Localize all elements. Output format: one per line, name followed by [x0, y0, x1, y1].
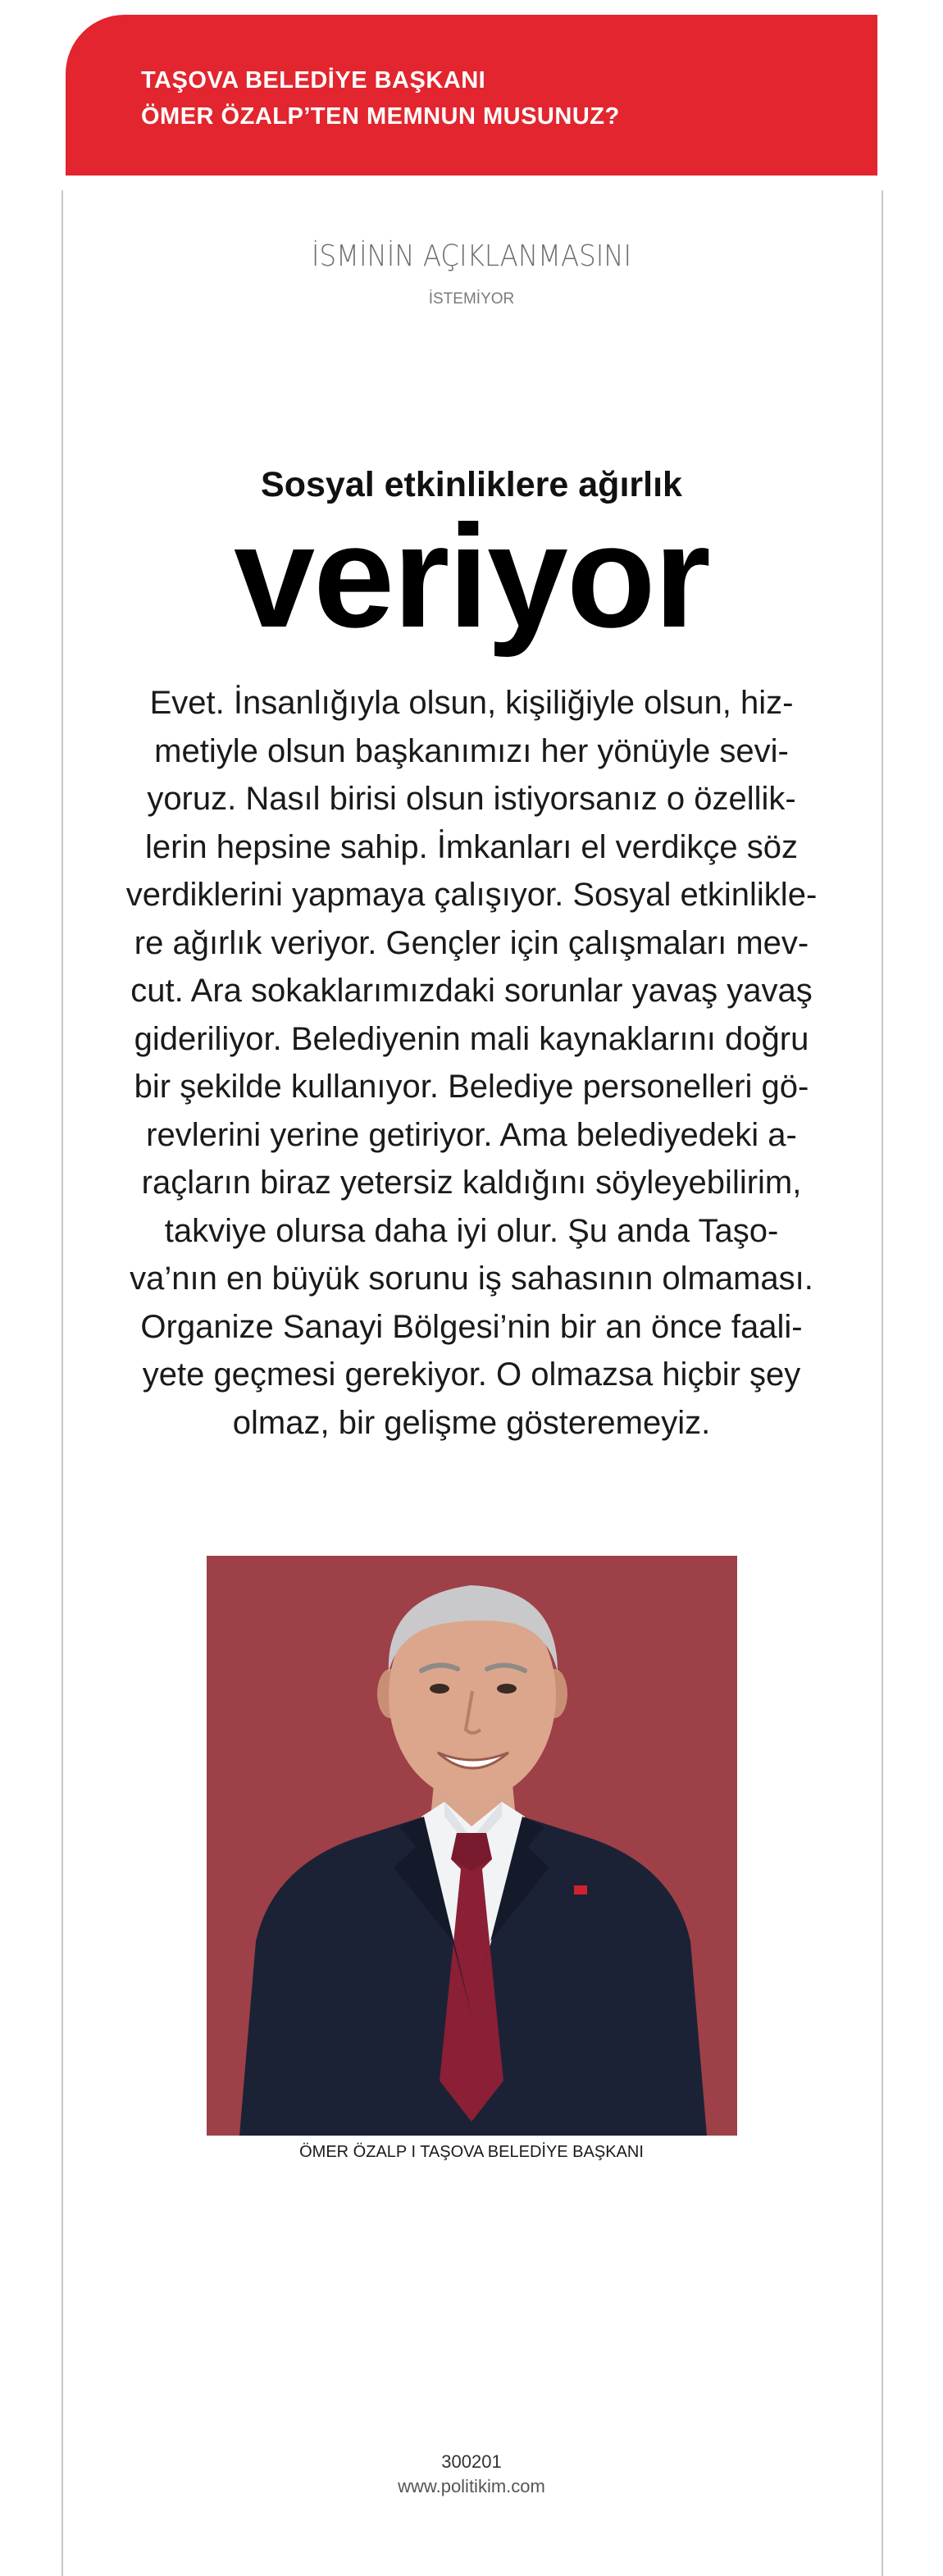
body-line: yete geçmesi gerekiyor. O olmazsa hiçbir şey [142, 1356, 801, 1393]
body-line: gideriliyor. Belediyenin mali kaynaklarını doğru [134, 1020, 809, 1057]
body-line: Evet. İnsanlığıyla olsun, kişiliğiyle olsun, hiz- [149, 685, 794, 721]
body-line: verdiklerini yapmaya çalışıyor. Sosyal etkinlikle- [125, 877, 818, 913]
header-title-line-1: TAŞOVA BELEDİYE BAŞKANI [141, 67, 486, 93]
mayor-portrait-photo [207, 1556, 737, 2136]
body-line: metiyle olsun başkanımızı her yönüyle sevi- [154, 732, 789, 769]
photo-caption: ÖMER ÖZALP I TAŞOVA BELEDİYE BAŞKANI [299, 2143, 644, 2161]
body-line: cut. Ara sokaklarımızdaki sorunlar yavaş yavaş [130, 973, 813, 1009]
respondent-name: İSMİNİN AÇIKLANMASINI [311, 239, 632, 273]
body-line: olmaz, bir gelişme gösteremeyiz. [232, 1404, 711, 1441]
body-line: bir şekilde kullanıyor. Belediye personelleri gö- [134, 1069, 809, 1105]
footer-website: www.politikim.com [398, 2476, 545, 2496]
body-line: lerin hepsine sahip. İmkanları el verdikçe söz [145, 828, 798, 865]
body-line: revlerini yerine getiriyor. Ama belediyedeki a- [146, 1116, 797, 1153]
body-line: takviye olursa daha iyi olur. Şu anda Taşo- [164, 1212, 779, 1249]
header-banner [66, 15, 877, 176]
headline-kicker: Sosyal etkinliklere ağırlık [261, 465, 682, 504]
body-line: yoruz. Nasıl birisi olsun istiyorsanız o özellik- [147, 781, 796, 817]
body-line: va’nın en büyük sorunu iş sahasının olmaması. [130, 1261, 813, 1297]
respondent-note: İSTEMİYOR [428, 290, 515, 308]
headline-main: veriyor [234, 495, 709, 658]
header-title-line-2: ÖMER ÖZALP’TEN MEMNUN MUSUNUZ? [141, 103, 620, 130]
article-body [115, 679, 828, 1447]
footer-code: 300201 [441, 2451, 502, 2472]
body-line: raçların biraz yetersiz kaldığını söyleyebilirim, [141, 1165, 802, 1201]
portrait-illustration [207, 1556, 737, 2136]
body-line: re ağırlık veriyor. Gençler için çalışmaları mev- [134, 924, 809, 961]
body-line: Organize Sanayi Bölgesi’nin bir an önce faali- [140, 1308, 803, 1345]
